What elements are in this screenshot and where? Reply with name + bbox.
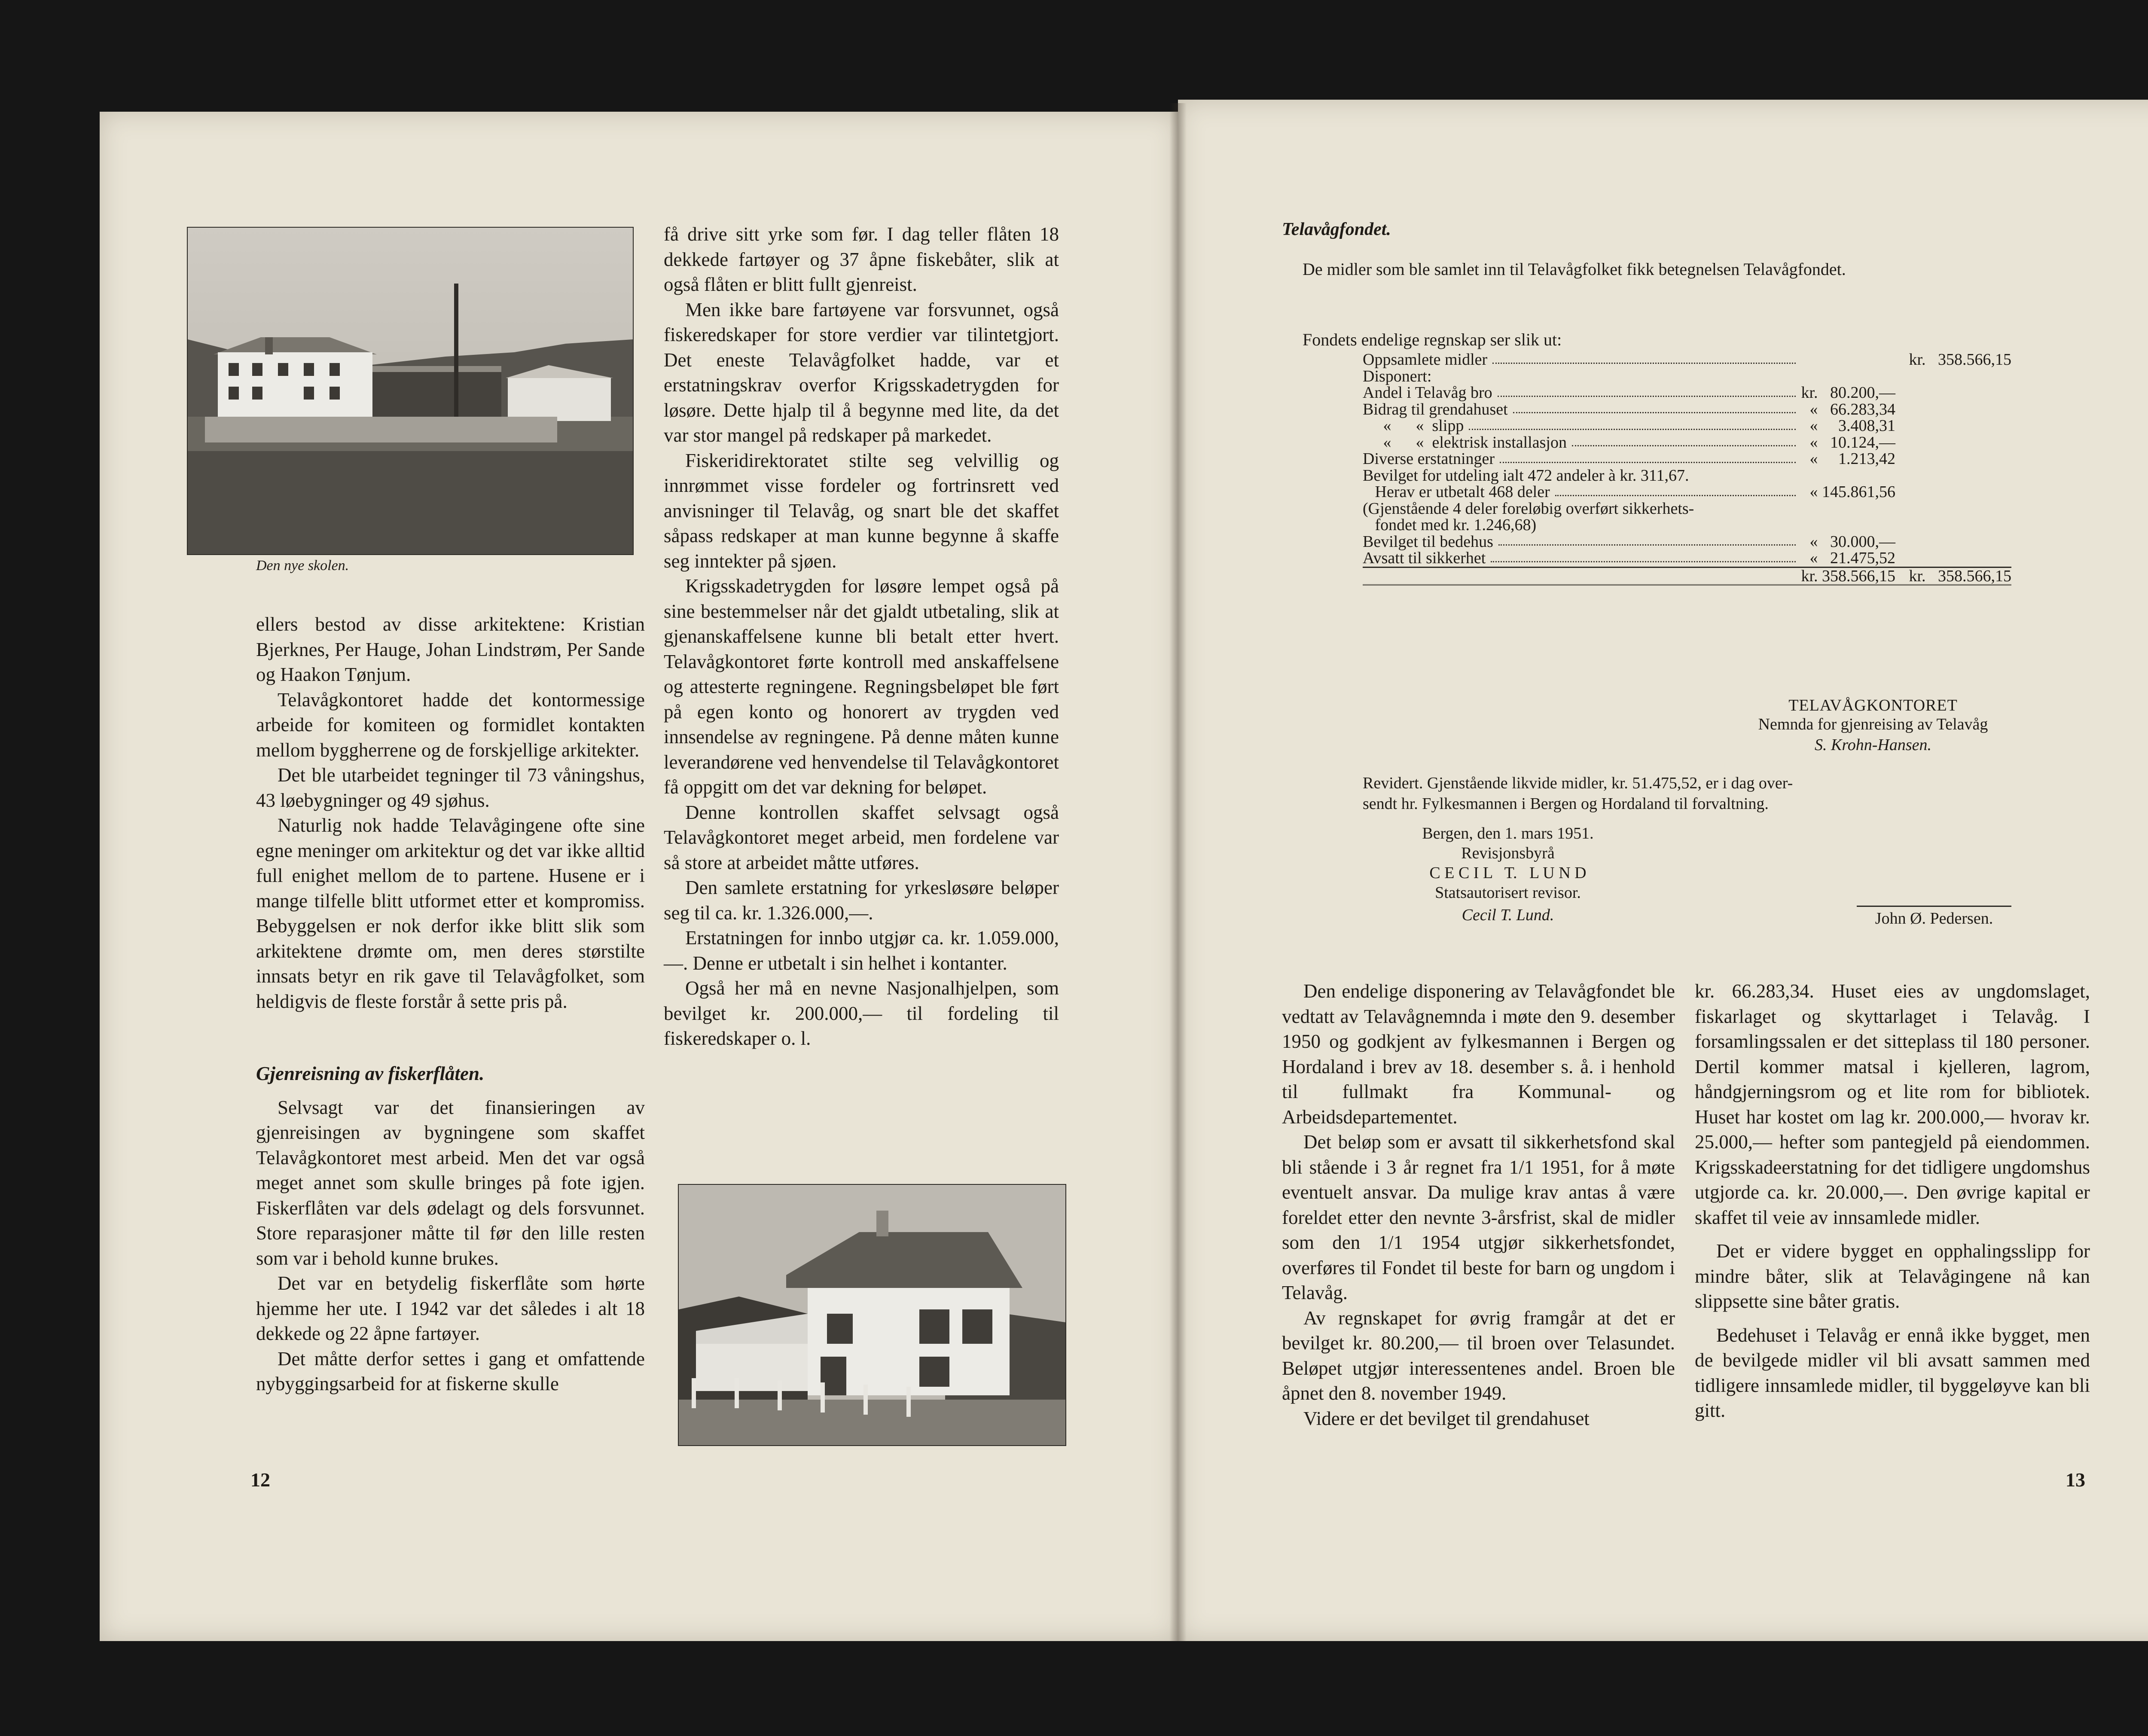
accounts-row <box>1363 401 2011 418</box>
accounts-label: Bevilget for utdeling ialt 472 andeler à kr. 311,67. <box>1363 466 1689 485</box>
accounts-total-row <box>1363 567 2011 586</box>
paragraph: få drive sitt yrke som før. I dag teller flåten 18 dekkede fartøyer og 37 åpne fiskebåter, slik at også flåten er blitt fullt gjenreist. <box>664 223 1059 295</box>
paragraph: Telavågkontoret hadde det kontormessige arbeide for komiteen og formidlet kontakten mellom byggherrene og de forskjellige arkitekter. <box>256 689 645 761</box>
accounts-total <box>1895 467 2011 484</box>
signature-rule <box>1857 906 2011 907</box>
accounts-subamount <box>1801 351 1895 368</box>
office-signer: S. Krohn-Hansen. <box>1815 736 1931 754</box>
accounts-label: « « elektrisk installasjon <box>1363 433 1567 452</box>
right-column-1 <box>1282 979 1675 1431</box>
auditor-name: C E C I L T. L U N D <box>1429 864 1587 882</box>
accounts-subamount: « 21.475,52 <box>1809 549 1895 567</box>
accounts-row <box>1363 351 2011 368</box>
paragraph: Den endelige disponering av Telavågfondet ble vedtatt av Telavågnemnda i møte den 9. desember 1950 og godkjent av fylkesmannen i Bergen og Hordaland i brev av 18. desember s. å. i henhold til fullmakt fra Kommunal- og Arbeidsdepartementet. <box>1282 980 1675 1128</box>
accounts-subamount <box>1801 500 1895 517</box>
right-column-2 <box>1695 979 2090 1423</box>
accounts-total <box>1895 484 2011 500</box>
accounts-label: « « slipp <box>1363 417 1464 435</box>
accounts-total <box>1895 500 2011 517</box>
paragraph: Krigsskadetrygden for løsøre lempet også på sine bestemmelser når det gjaldt utbetaling, slik at gjenanskaffelsene kunne bli betalt etter hvert. Telavågkontoret førte kontroll med anskaffelsene og attesterte regningene. Regningsbeløpet ble ført på egen konto og honorert av trygden ved innsendelse av regningene. På denne måten kunne leverandørene ved henvendelse til Telavågkontoret få oppgitt om det var dekning for beløpet. <box>664 575 1059 798</box>
leader-dots <box>1699 500 1796 513</box>
left-column-2 <box>664 222 1059 1051</box>
accounts-label: Disponert: <box>1363 367 1432 385</box>
accounts-label: Diverse erstatninger <box>1363 450 1495 468</box>
accounts-label: Bidrag til grendahuset <box>1363 400 1508 418</box>
paragraph: kr. 66.283,34. Huset eies av ungdomslaget, fiskarlaget og skyttarlaget i Telavåg. I forsamlingssalen er det sitteplass til 180 personer. Dertil kommer matsal i kjelleren, lagrom, håndgjerningsrom og et lite rom for bibliotek. Huset har kostet om lag kr. 200.000,— hvorav kr. 25.000,— hefter som pantegjeld på eiendommen. Krigsskadeerstatning for det tidligere ungdomshus utgjorde ca. kr. 20.000,—. Den øvrige kapital er skaffet til veie av innsamlede midler. <box>1695 980 2090 1228</box>
paragraph: Det ble utarbeidet tegninger til 73 våningshus, 43 løebygninger og 49 sjøhus. <box>256 764 645 811</box>
paragraph: Det var en betydelig fiskerflåte som hørte hjemme her ute. I 1942 var det således i alt 18 dekkede og 22 åpne fartøyer. <box>256 1272 645 1344</box>
accounts-subamount: « 66.283,34 <box>1809 400 1895 418</box>
accounts-total: kr. 358.566,15 <box>1909 567 2011 585</box>
accounts-total <box>1895 451 2011 467</box>
school-photo <box>187 227 634 555</box>
paragraph: Videre er det bevilget til grendahuset <box>1303 1407 1590 1429</box>
leader-dots <box>1469 418 1796 430</box>
accounts-row <box>1363 434 2011 451</box>
book-spine <box>1169 103 1187 1641</box>
accounts-subamount <box>1801 467 1895 484</box>
accounts-row <box>1363 467 2011 484</box>
paragraph: Det måtte derfor settes i gang et omfattende nybyggingsarbeid for at fiskerne skulle <box>256 1348 645 1394</box>
accounts-label: fondet med kr. 1.246,68) <box>1363 516 1537 534</box>
house-photo <box>678 1184 1066 1446</box>
paragraph: Av regnskapet for øvrig framgår at det er bevilget kr. 80.200,— til broen over Telasundet. Beløpet utgjør interessentenes andel. Broen ble åpnet den 8. november 1949. <box>1282 1307 1675 1404</box>
accounts-row <box>1363 368 2011 385</box>
revision-note-line-2: sendt hr. Fylkesmannen i Bergen og Hordaland til forvaltning. <box>1363 795 1769 813</box>
section-heading: Telavågfondet. <box>1282 220 1391 239</box>
leader-dots <box>1572 434 1796 447</box>
accounts-label: Oppsamlete midler <box>1363 351 1488 369</box>
leader-dots <box>1541 517 1796 529</box>
accounts-subamount: « 10.124,— <box>1809 433 1895 452</box>
accounts-total <box>1895 401 2011 418</box>
accounts-total <box>1895 434 2011 451</box>
paragraph: Erstatningen for innbo utgjør ca. kr. 1.059.000,—. Denne er utbetalt i sin helhet i kontanter. <box>664 927 1059 974</box>
accounts-total <box>1895 517 2011 534</box>
photo-caption: Den nye skolen. <box>256 558 349 574</box>
leader-dots <box>1694 467 1796 480</box>
paragraph: Det er videre bygget en opphalingsslipp for mindre båter, slik at Telavågingene nå kan slippsette sine båter gratis. <box>1695 1240 2090 1312</box>
second-signature: John Ø. Pedersen. <box>1875 909 1993 927</box>
section-heading: Gjenreisning av fiskerflåten. <box>256 1063 485 1084</box>
leader-dots <box>1368 568 1796 580</box>
accounts-row <box>1363 384 2011 401</box>
accounts-row <box>1363 534 2011 550</box>
paragraph: ellers bestod av disse arkitektene: Kristian Bjerknes, Per Hauge, Johan Lindstrøm, Per Sande og Haakon Tønjum. <box>256 613 645 685</box>
intro-text: De midler som ble samlet inn til Telavågfolket fikk betegnelsen Telavågfondet. <box>1303 259 1846 279</box>
accounts-row <box>1363 451 2011 467</box>
accounts-total: kr. 358.566,15 <box>1909 351 2011 369</box>
revision-note-line-1: Revidert. Gjenstående likvide midler, kr. 51.475,52, er i dag over- <box>1363 774 1793 792</box>
office-name: TELAVÅGKONTORET <box>1788 696 1958 714</box>
paragraph: Men ikke bare fartøyene var forsvunnet, også fiskeredskaper for store verdier var tilintetgjort. Det eneste Telavågfolket hadde, var et erstatningskrav overfor Krigsskadetrygden for løsøre. Dette hjalp til å begynne med lite, da det var stor mangel på redskaper på markedet. <box>664 299 1059 446</box>
accounts-row <box>1363 484 2011 500</box>
accounts-intro: Fondets endelige regnskap ser slik ut: <box>1303 330 1562 349</box>
paragraph: Fiskeridirektoratet stilte seg velvillig og innrømmet visse fordeler og fortrinsrett ved anvisninger til Telavåg, og snart ble det skaffet såpass redskaper at man kunne begynne å skaffe seg inntekter på sjøen. <box>664 449 1059 572</box>
leader-dots <box>1498 534 1796 546</box>
accounts-row <box>1363 500 2011 517</box>
left-column-1 <box>256 612 645 1397</box>
auditor-signature: Cecil T. Lund. <box>1461 906 1554 924</box>
accounts-total <box>1895 384 2011 401</box>
paragraph: Naturlig nok hadde Telavågingene ofte sine egne meninger om arkitektur og det var ikke alltid full enighet mellom de to partene. Husene er i mange tilfelle blitt utformet etter et kompromiss. Bebyggelsen er nok derfor ikke blitt slik som arkitektene drømte om, men deres størstilte innsats betyr en rik gave til Telavågfolket, som heldigvis de fleste forstår å sette pris på. <box>256 815 645 1012</box>
page-number-left: 12 <box>250 1469 270 1491</box>
accounts-label: Avsatt til sikkerhet <box>1363 549 1486 567</box>
leader-dots <box>1555 484 1796 496</box>
accounts-subamount: kr. 358.566,15 <box>1801 567 1895 585</box>
accounts-total <box>1895 418 2011 434</box>
accounts-subamount: « 1.213,42 <box>1809 450 1895 468</box>
leader-dots <box>1498 384 1796 397</box>
accounts-subamount <box>1801 517 1895 534</box>
accounts-subamount: « 145.861,56 <box>1809 483 1895 501</box>
paragraph: Denne kontrollen skaffet selvsagt også Telavågkontoret meget arbeid, men fordelene var så store at arbeidet måtte utføres. <box>664 801 1059 873</box>
accounts-row <box>1363 517 2011 534</box>
accounts-label: Herav er utbetalt 468 deler <box>1363 483 1550 501</box>
accounts-table <box>1363 351 2011 586</box>
paragraph: Den samlete erstatning for yrkesløsøre beløper seg til ca. kr. 1.326.000,—. <box>664 877 1059 924</box>
accounts-label: (Gjenstående 4 deler foreløbig overført sikkerhets- <box>1363 499 1694 518</box>
leader-dots <box>1513 401 1796 414</box>
page-number-right: 13 <box>2066 1469 2085 1491</box>
paragraph: Selvsagt var det finansieringen av gjenreisingen av bygningene som skaffet Telavågkontoret mest arbeid. Men det var også meget annet som skulle bringes på fote igjen. Fiskerflåten var dels ødelagt og dels forsvunnet. Store reparasjoner måtte til før den lille resten som var i behold kunne brukes. <box>256 1096 645 1269</box>
auditor-org: Revisjonsbyrå <box>1461 844 1555 862</box>
accounts-label: Bevilget til bedehus <box>1363 532 1493 551</box>
leader-dots <box>1437 368 1796 381</box>
leader-dots <box>1500 451 1796 463</box>
accounts-label: Andel i Telavåg bro <box>1363 384 1492 402</box>
accounts-row <box>1363 418 2011 434</box>
paragraph: Bedehuset i Telavåg er ennå ikke bygget, men de bevilgede midler vil bli avsatt sammen med tidligere innsamlede midler, til byggeløyve kan bli gitt. <box>1695 1324 2090 1421</box>
auditor-title: Statsautorisert revisor. <box>1435 884 1581 902</box>
paragraph: Også her må en nevne Nasjonalhjelpen, som bevilget kr. 200.000,— til fordeling til fiskeredskaper o. l. <box>664 977 1059 1049</box>
accounts-total <box>1895 368 2011 385</box>
accounts-subamount: « 30.000,— <box>1809 532 1895 551</box>
accounts-subamount <box>1801 368 1895 385</box>
accounts-row <box>1363 550 2011 567</box>
accounts-total <box>1895 534 2011 550</box>
office-subtitle: Nemnda for gjenreising av Telavåg <box>1758 715 1988 733</box>
place-date: Bergen, den 1. mars 1951. <box>1422 824 1594 842</box>
accounts-subamount: « 3.408,31 <box>1809 417 1895 435</box>
leader-dots <box>1491 550 1796 562</box>
leader-dots <box>1492 351 1796 364</box>
paragraph: Det beløp som er avsatt til sikkerhetsfond skal bli stående i 3 år regnet fra 1/1 1951, for å møte eventuelt ansvar. Da mulige krav antas å være foreldet etter den nevnte 3-årsfrist, skal de midler som den 1/1 1954 utgjør sikkerhetsfondet, overføres til Fondet til beste for barn og ungdom i Telavåg. <box>1282 1131 1675 1303</box>
accounts-subamount: kr. 80.200,— <box>1801 384 1895 402</box>
accounts-total <box>1895 550 2011 567</box>
